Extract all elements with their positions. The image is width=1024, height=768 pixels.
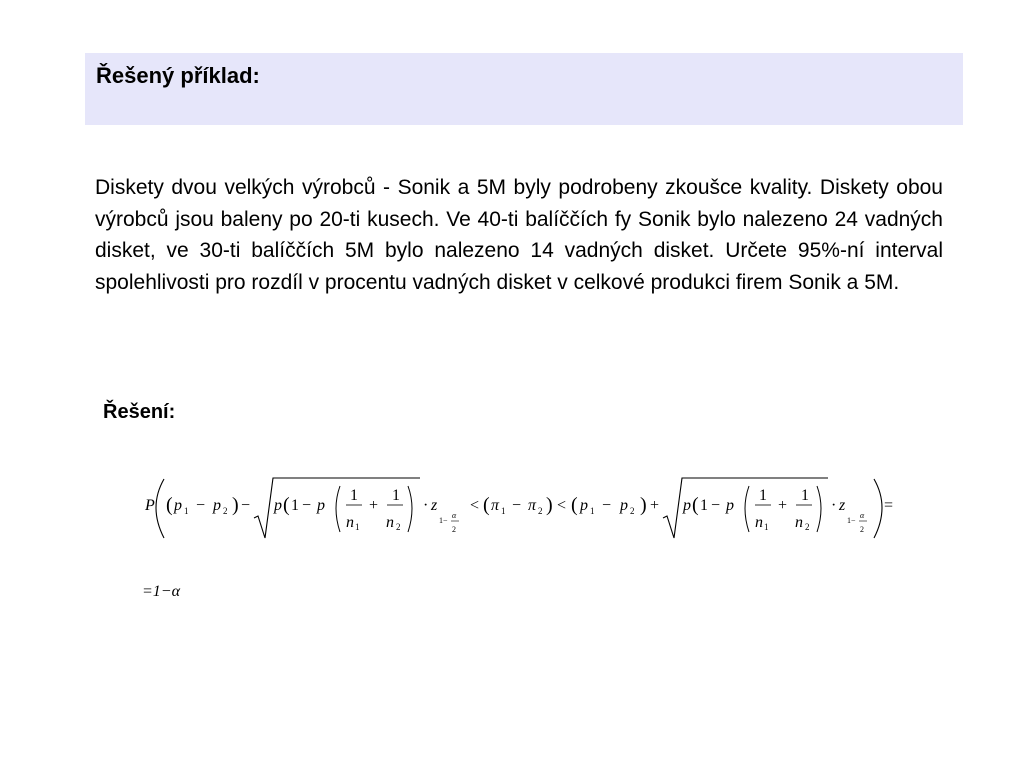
paren-close-3: ) bbox=[546, 494, 553, 516]
paren-close-4: ) bbox=[640, 494, 647, 516]
z-sub-lead-1: 1− bbox=[439, 516, 448, 525]
p2: p bbox=[213, 497, 221, 514]
frac-num-2: 1 bbox=[392, 487, 400, 504]
minus-5: − bbox=[602, 497, 612, 514]
n1-sub: 1 bbox=[355, 522, 360, 532]
outer-left-paren bbox=[156, 479, 164, 538]
sub-1: 1 bbox=[184, 506, 189, 516]
pi-1: π bbox=[491, 497, 500, 514]
plus-2: + bbox=[650, 497, 660, 514]
n2b: n bbox=[795, 514, 803, 531]
pi2-sub: 2 bbox=[538, 506, 543, 516]
paren-open-1: ( bbox=[166, 494, 173, 516]
p4-sub: 2 bbox=[630, 506, 635, 516]
paren-open-5: ( bbox=[692, 494, 699, 516]
frac-num-1: 1 bbox=[350, 487, 358, 504]
cdot-2: · bbox=[831, 497, 837, 514]
big-paren-r-1 bbox=[408, 486, 412, 532]
sub-2: 2 bbox=[223, 506, 228, 516]
big-paren-r-2 bbox=[817, 486, 821, 532]
z-2: z bbox=[839, 497, 846, 514]
p3-sub: 1 bbox=[590, 506, 595, 516]
minus-3: − bbox=[302, 497, 312, 514]
n1b-sub: 1 bbox=[764, 522, 769, 532]
p-sqrt1: p bbox=[274, 497, 282, 514]
z-sub-lead-2: 1− bbox=[847, 516, 856, 525]
cdot-1: · bbox=[423, 497, 429, 514]
one-1: 1 bbox=[291, 497, 299, 514]
problem-statement: Diskety dvou velkých výrobců - Sonik a 5M byly podrobeny zkoušce kvality. Diskety obou výrobců jsou baleny po 20-ti kusech. Ve 40-ti balíččích fy Sonik bylo nalezeno 24 vadných disket, ve 30-ti balíččích 5M bylo nalezeno 14 vadných disket. Určete 95%-ní interval spolehlivosti pro rozdíl v procentu vadných disket v celkové produkci firem Sonik a 5M. bbox=[95, 176, 943, 294]
plus-1: + bbox=[369, 497, 379, 514]
lt-2: < bbox=[557, 497, 567, 514]
title-bar bbox=[85, 53, 963, 125]
pi1-sub: 1 bbox=[501, 506, 506, 516]
p-sqrt1b: p bbox=[317, 497, 325, 514]
two-1: 2 bbox=[452, 525, 456, 534]
eq-1: = bbox=[884, 497, 894, 514]
lt-1: < bbox=[470, 497, 480, 514]
paren-open-4: ( bbox=[571, 494, 578, 516]
n1: n bbox=[346, 514, 354, 531]
p-sqrt2b: p bbox=[726, 497, 734, 514]
p1: p bbox=[174, 497, 182, 514]
p3: p bbox=[580, 497, 588, 514]
big-paren-l-1 bbox=[336, 486, 340, 532]
n1b: n bbox=[755, 514, 763, 531]
formula-svg bbox=[140, 472, 920, 612]
formula-P: P bbox=[145, 497, 155, 514]
confidence-interval-formula bbox=[140, 472, 920, 617]
n2: n bbox=[386, 514, 394, 531]
plus-3: + bbox=[778, 497, 788, 514]
alpha-2: α bbox=[860, 511, 865, 520]
paren-close-1: ) bbox=[232, 494, 239, 516]
paren-open-3: ( bbox=[483, 494, 490, 516]
pi-2: π bbox=[528, 497, 537, 514]
frac-num-4: 1 bbox=[801, 487, 809, 504]
p-sqrt2: p bbox=[683, 497, 691, 514]
paren-open-2: ( bbox=[283, 494, 290, 516]
z-1: z bbox=[431, 497, 438, 514]
outer-right-paren bbox=[874, 479, 882, 538]
n2b-sub: 2 bbox=[805, 522, 810, 532]
formula-result: =1−α bbox=[142, 583, 180, 600]
minus-2: − bbox=[241, 497, 251, 514]
minus-1: − bbox=[196, 497, 206, 514]
solution-label: Řešení: bbox=[103, 401, 176, 423]
one-2: 1 bbox=[700, 497, 708, 514]
p4: p bbox=[620, 497, 628, 514]
minus-6: − bbox=[711, 497, 721, 514]
two-2: 2 bbox=[860, 525, 864, 534]
n2-sub: 2 bbox=[396, 522, 401, 532]
alpha-1: α bbox=[452, 511, 457, 520]
frac-num-3: 1 bbox=[759, 487, 767, 504]
minus-4: − bbox=[512, 497, 522, 514]
big-paren-l-2 bbox=[745, 486, 749, 532]
slide-title: Řešený příklad: bbox=[96, 63, 260, 88]
